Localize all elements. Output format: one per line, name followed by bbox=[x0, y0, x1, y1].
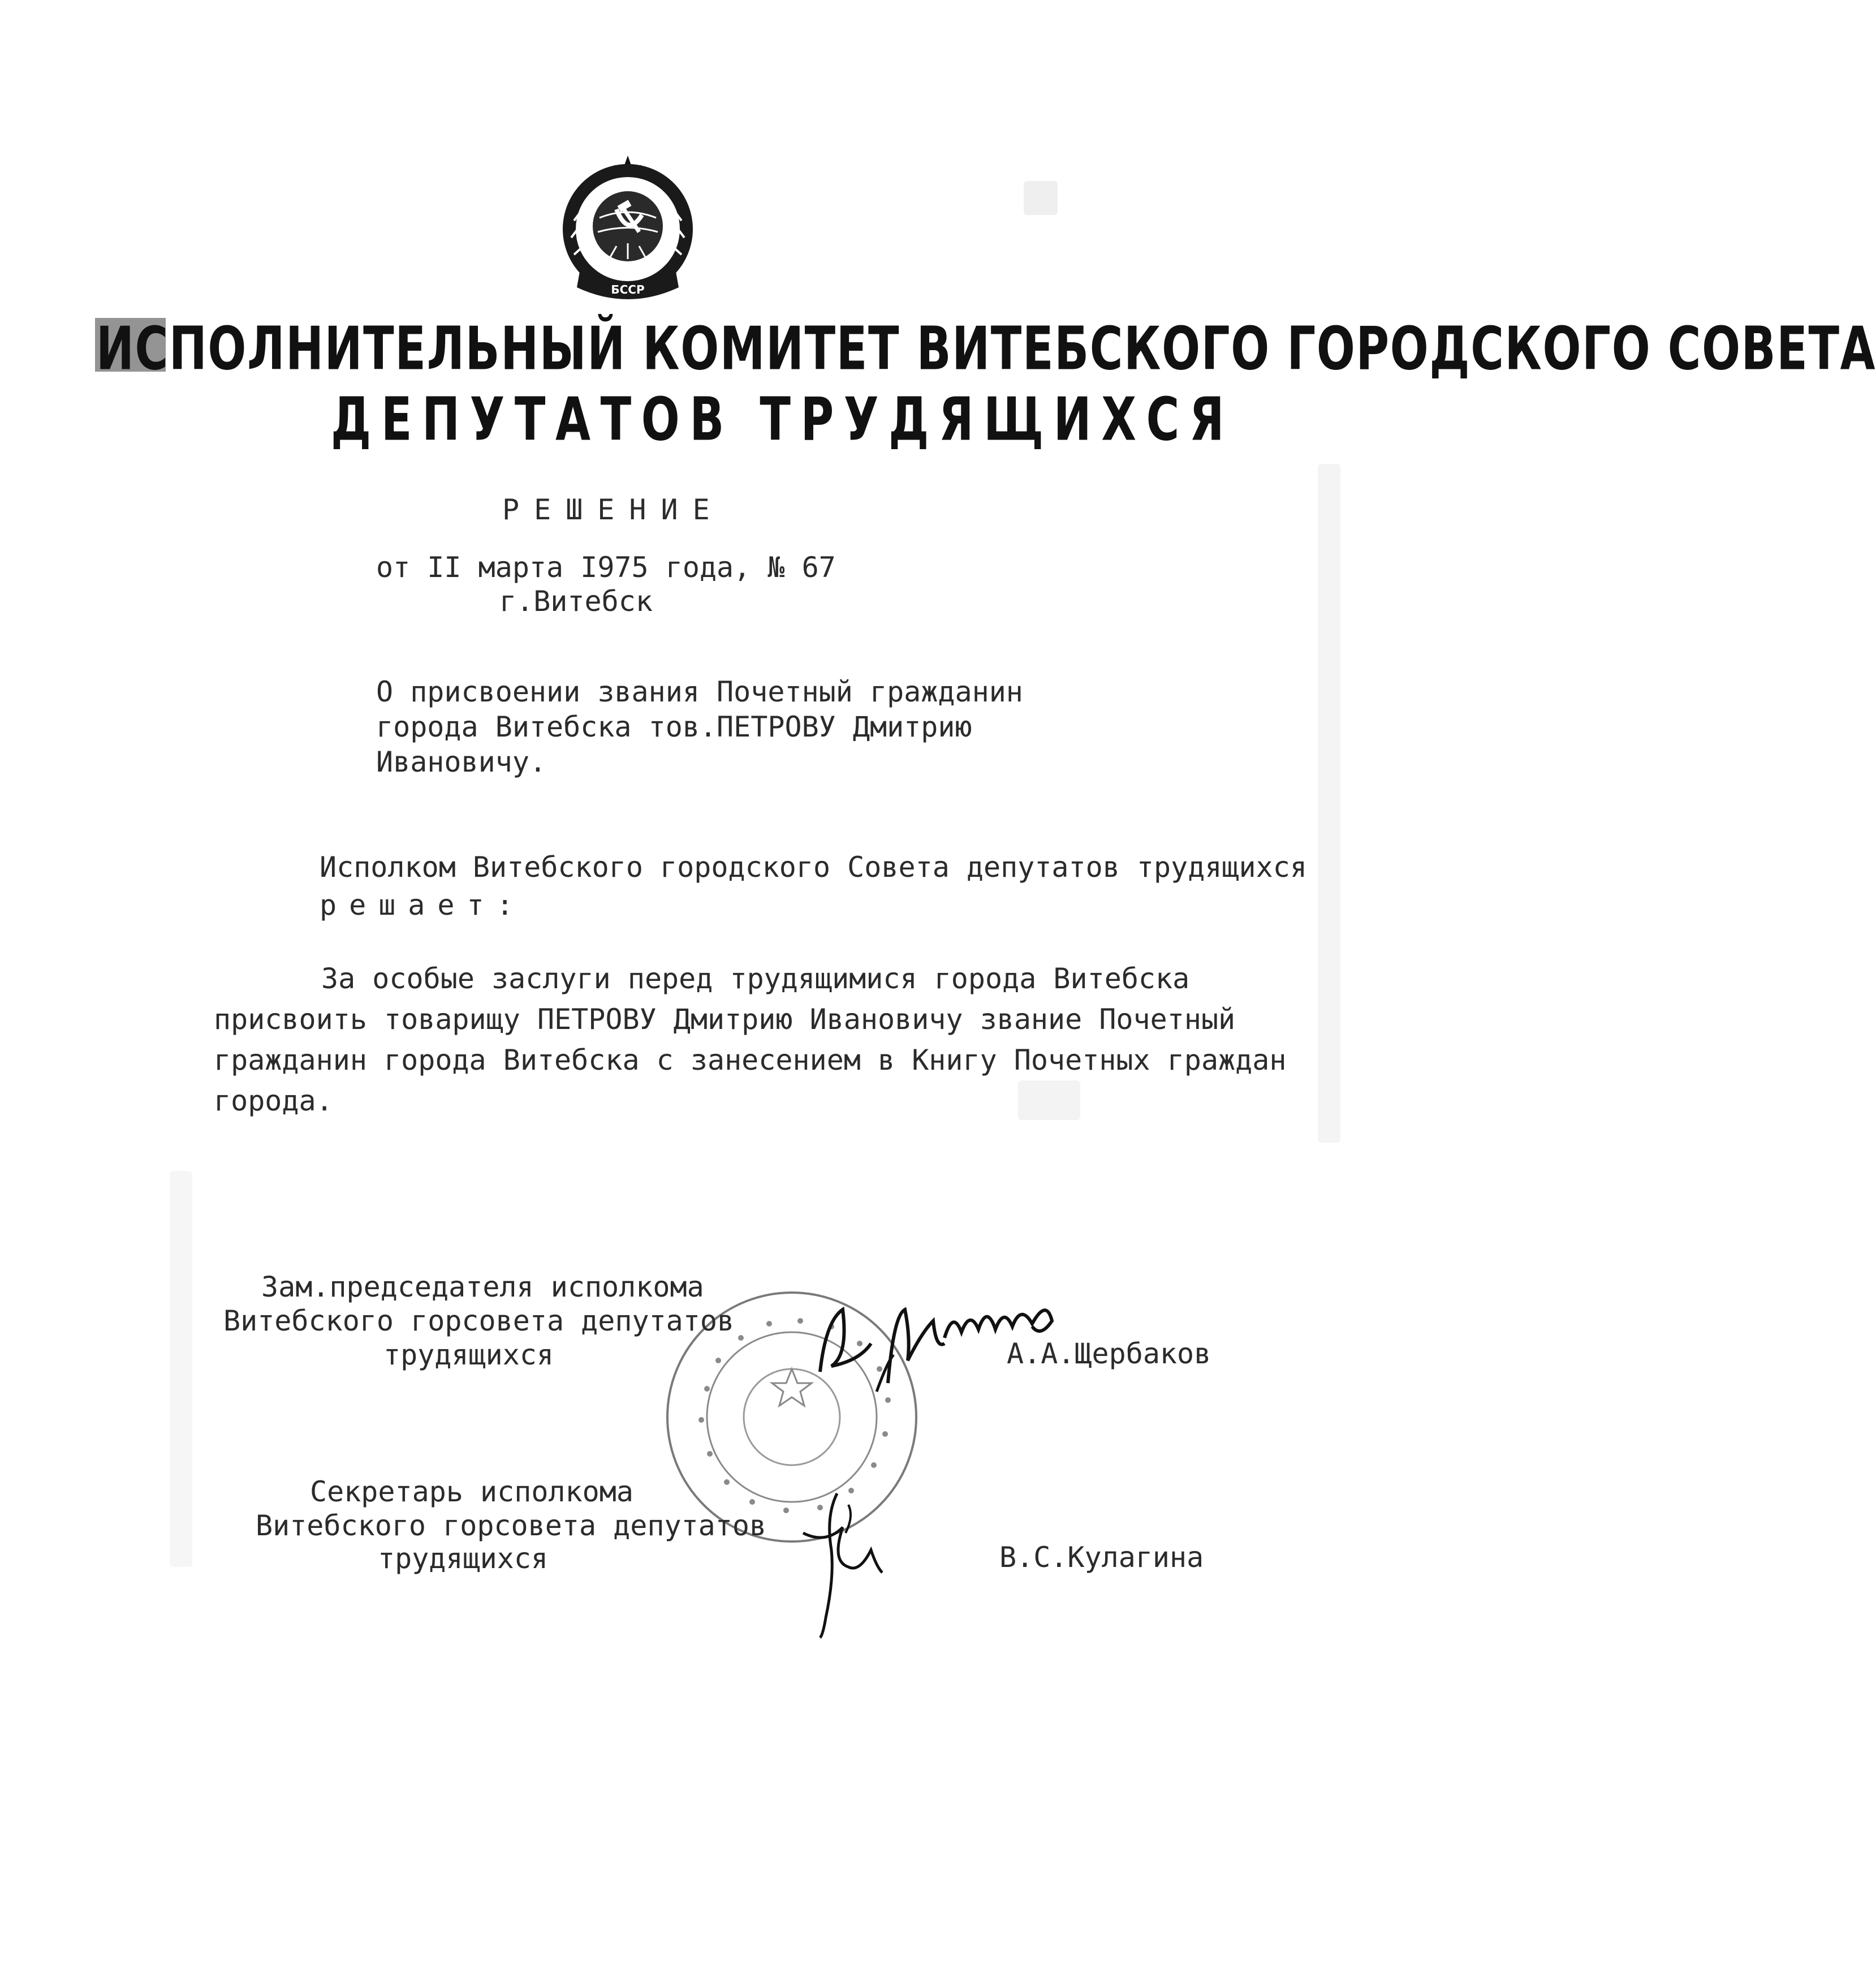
signatory-title-line: Секретарь исполкома bbox=[310, 1475, 633, 1508]
subject-line: города Витебска тов.ПЕТРОВУ Дмитрию bbox=[376, 711, 972, 743]
decision-title: РЕШЕНИЕ bbox=[502, 493, 724, 526]
signatory-title-line: трудящихся bbox=[378, 1542, 549, 1575]
body-line: присвоить товарищу ПЕТРОВУ Дмитрию Ивановичу звание Почетный bbox=[214, 1003, 1236, 1036]
signatory-name: В.С.Кулагина bbox=[999, 1541, 1204, 1574]
body-line: гражданин города Витебска с занесением в Книгу Почетных граждан bbox=[214, 1044, 1287, 1077]
body-line: города. bbox=[214, 1084, 333, 1117]
scan-artifact bbox=[1318, 464, 1340, 1143]
bssr-coat-of-arms-icon bbox=[557, 153, 698, 311]
decision-date: от II марта I975 года, № 67 bbox=[376, 551, 836, 584]
decision-city: г.Витебск bbox=[499, 585, 653, 618]
decision-body bbox=[214, 964, 1286, 1127]
signatory-name: А.А.Щербаков bbox=[1007, 1337, 1211, 1370]
body-line: За особые заслуги перед трудящимися города Витебска bbox=[321, 962, 1190, 995]
header-line-1: ИСПОЛНИТЕЛЬНЫЙ КОМИТЕТ ВИТЕБСКОГО ГОРОДСКОГО СОВЕТА bbox=[96, 314, 1876, 384]
signatory-title-line: Зам.председателя исполкома bbox=[261, 1271, 704, 1303]
scan-artifact bbox=[1024, 181, 1058, 215]
handwritten-signature-2 bbox=[792, 1482, 905, 1640]
subject-line: О присвоении звания Почетный гражданин bbox=[376, 675, 1023, 708]
signatory-title-line: Витебского горсовета депутатов bbox=[223, 1304, 735, 1337]
subject-line: Ивановичу. bbox=[376, 746, 547, 778]
signatory-title-line: трудящихся bbox=[383, 1338, 554, 1371]
header-line-2: ДЕПУТАТОВ ТРУДЯЩИХСЯ bbox=[331, 385, 1235, 454]
resolves-text: решает: bbox=[320, 889, 526, 922]
intro-text: Исполком Витебского городского Совета депутатов трудящихся bbox=[320, 851, 1307, 884]
signatory-title-line: Витебского горсовета депутатов bbox=[256, 1509, 767, 1542]
scan-artifact bbox=[170, 1171, 192, 1567]
decision-subject bbox=[376, 675, 1023, 783]
svg-text:БССР: БССР bbox=[611, 283, 645, 296]
